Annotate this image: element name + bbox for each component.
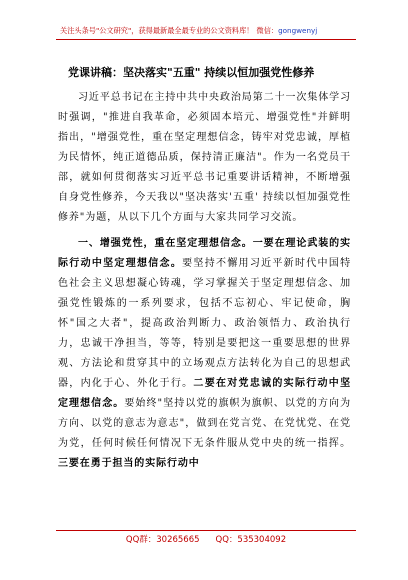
- header-wechat-id: gongwenyj: [278, 26, 318, 35]
- point-one-text: 要坚持不懈用习近平新时代中国特色社会主义思想凝心铸魂，学习掌握关于坚定理想信念、加强党性锻炼的一系列要求，包括不忘初心、牢记使命，胸怀"国之大者"，提高政治判断力、政治领悟力、政治执行力，忠诚干净担当，等等，特别是要把这一重要思想的世界观、方法论和贯穿其中的立场观点方法转化为自己的思想武器，内化于心、外化于行。: [58, 258, 351, 389]
- point-two-text: 要始终"坚持以党的旗帜为旗帜、以党的方向为方向、以党的意志为意志"，做到在党言党、在党忧党、在党为党，任何时候任何情况下无条件服从党中央的统一指挥。: [58, 398, 352, 449]
- point-two-heading: 二要在对党忠诚的实际行动中坚定理想信念。: [58, 378, 351, 409]
- header-divider: [56, 39, 356, 40]
- header-wechat-label: 微信：: [256, 26, 279, 35]
- point-three-heading: 三要在勇于担当的实际行动中: [58, 458, 200, 469]
- section-one-paragraph: [58, 234, 351, 474]
- document-title: 党课讲稿：坚决落实"五重" 持续以恒加强党性修养: [68, 66, 315, 79]
- footer-qq-number: QQ：535304092: [215, 535, 287, 545]
- header-banner: [60, 26, 360, 36]
- intro-paragraph: 习近平总书记在主持中共中央政治局第二十一次集体学习时强调，"推进自我革命，必须固本培元、增强党性"并鲜明指出，"增强党性，重在坚定理想信念，铸牢对党忠诚，厚植为民情怀，纯正道德品质，保持清正廉洁"。作为一名党员干部，就如何贯彻落实习近平总书记重要讲话精神，不断增强自身党性修养，今天我以"坚决落实'五重' 持续以恒加强党性修养"为题，从以下几个方面与大家共同学习交流。: [58, 92, 351, 223]
- header-promo-text: 关注头条号"公文研究"，获得最新最全最专业的公文资料库！: [60, 26, 254, 35]
- section-one-heading: 一、增强党性，重在坚定理想信念。: [78, 238, 253, 249]
- footer-contacts: [56, 534, 356, 546]
- point-one-heading: 一要在理论武装的实际行动中坚定理想信念。: [58, 238, 351, 269]
- footer-qq-group: QQ群：30265665: [125, 535, 200, 545]
- document-body: [58, 88, 351, 474]
- footer-divider: [56, 530, 356, 531]
